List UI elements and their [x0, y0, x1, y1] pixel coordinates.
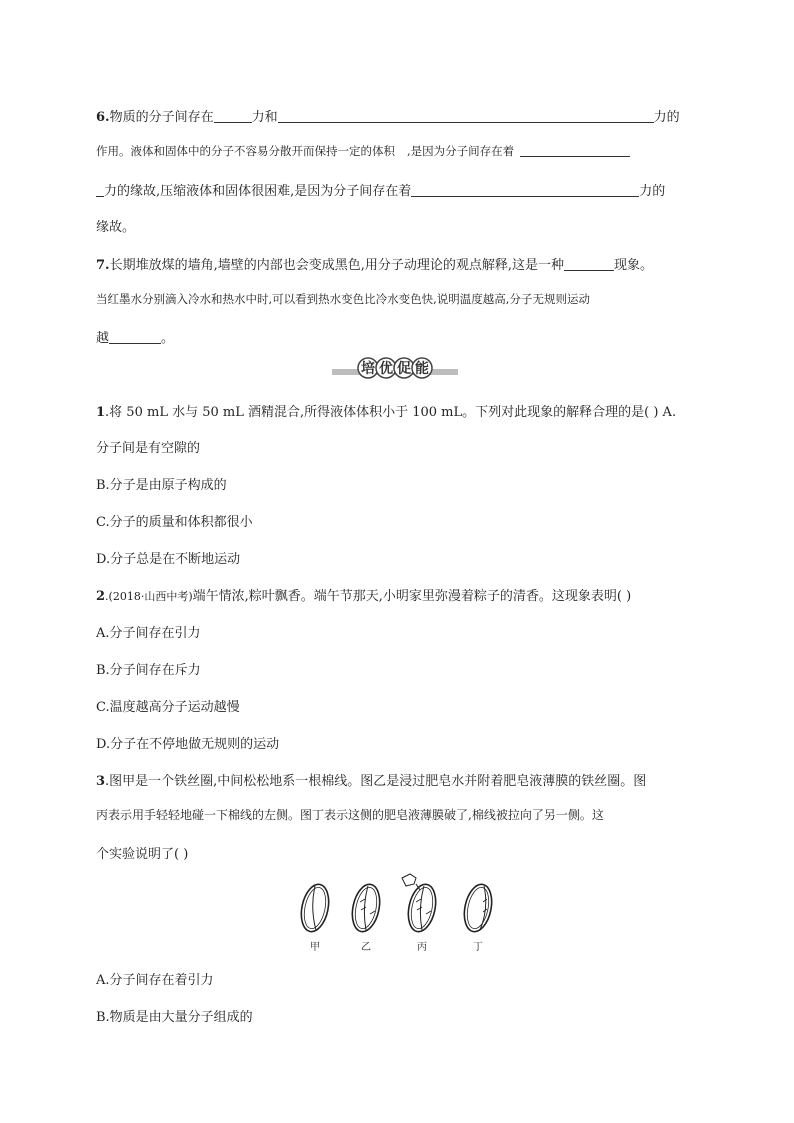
q7-text2: 现象。: [613, 258, 653, 273]
p3-line2: [96, 806, 604, 823]
p1-option-a[interactable]: [96, 437, 200, 456]
q7-number: 7.: [96, 258, 110, 273]
q6-text5: ,是因为分子间存在着: [407, 144, 515, 158]
banner-char-2: 优: [379, 361, 393, 377]
q6-blank4[interactable]: [411, 184, 639, 197]
banner-decoration: [330, 355, 460, 383]
q7-text1: 长期堆放煤的墙角,墙壁的内部也会变成黑色,用分子动理论的观点解释,这是一种: [109, 258, 564, 273]
p1-option-c[interactable]: [96, 511, 253, 530]
hand-touch-icon: [402, 874, 416, 886]
q7-blank1[interactable]: [564, 258, 614, 271]
q6-text8: 缘故。: [96, 220, 136, 235]
p3-line1: [96, 770, 646, 789]
p2-source: .(2018·山西中考): [105, 590, 193, 603]
q6-text3: 力的: [653, 110, 680, 125]
p1-option-d[interactable]: [96, 548, 240, 567]
q7-line1: [96, 254, 653, 273]
p3-option-a-text: A.分子间存在着引力: [96, 973, 214, 988]
q6-line3: [96, 180, 665, 199]
p1-option-b-text: B.分子是由原子构成的: [96, 478, 227, 493]
p3-number: 3: [96, 774, 106, 789]
label-jia: 甲: [310, 942, 320, 953]
p2-option-d[interactable]: [96, 733, 279, 752]
q6-text2: 力和: [251, 110, 278, 125]
p3-stem1: .图甲是一个铁丝圈,中间松松地系一根棉线。图乙是浸过肥皂水并附着肥皂液薄膜的铁丝圈。图: [105, 774, 647, 789]
q6-blank3[interactable]: [520, 144, 630, 157]
p3-stem3: 个实验说明了( ): [96, 847, 189, 862]
q6-blank3-cont[interactable]: [96, 184, 104, 197]
q6-text7: 力的: [639, 184, 666, 199]
p2-option-a-text: A.分子间存在引力: [96, 626, 201, 641]
loop-ding: [460, 882, 495, 934]
banner-char-4: 能: [415, 361, 429, 377]
q7-blank2[interactable]: [109, 331, 161, 344]
q6-text1: 物质的分子间存在: [109, 110, 214, 125]
q7-line3: [96, 327, 174, 346]
loop-yi: [348, 882, 383, 934]
p2-number: 2: [96, 589, 106, 604]
q6-number: 6.: [96, 110, 110, 125]
p1-stem: .将 50 mL 水与 50 mL 酒精混合,所得液体体积小于 100 mL。下列对此现象的解释合理的是( ) A.: [105, 405, 677, 420]
q6-blank2[interactable]: [278, 110, 654, 123]
q7-text3: 当红墨水分别滴入冷水和热水中时,可以看到热水变色比冷水变色快,说明温度越高,分子无规则运动: [96, 292, 590, 306]
p1-line1: [96, 401, 676, 420]
q6-line1: [96, 106, 680, 125]
wire-loop-figure: [290, 870, 505, 960]
p2-line1: [96, 585, 631, 604]
banner-char-1: 培: [361, 361, 375, 377]
q6-blank1[interactable]: [214, 110, 252, 123]
p2-option-c-text: C.温度越高分子运动越慢: [96, 700, 240, 715]
q7-text5: 。: [161, 331, 175, 346]
label-ding: 丁: [473, 942, 483, 953]
p2-stem: 端午情浓,粽叶飘香。端午节那天,小明家里弥漫着粽子的清香。这现象表明( ): [192, 589, 632, 604]
p2-option-d-text: D.分子在不停地做无规则的运动: [96, 737, 280, 752]
loop-bing: [402, 874, 440, 934]
q6-line4: [96, 216, 135, 235]
p2-option-c[interactable]: [96, 696, 240, 715]
q7-text4: 越: [96, 331, 110, 346]
p3-stem2: 丙表示用手轻轻地碰一下棉线的左侧。图丁表示这侧的肥皂液薄膜破了,棉线被拉向了另一侧。这: [96, 808, 604, 822]
p2-option-b[interactable]: [96, 659, 201, 678]
label-yi: 乙: [361, 942, 371, 953]
p1-number: 1: [96, 405, 106, 420]
q7-line2: [96, 291, 590, 307]
p1-option-a-text: 分子间是有空隙的: [96, 441, 201, 456]
p3-option-b-text: B.物质是由大量分子组成的: [96, 1010, 253, 1025]
banner-char-3: 促: [397, 361, 411, 377]
p3-option-b[interactable]: [96, 1006, 253, 1025]
p3-line3: [96, 843, 188, 862]
label-bing: 丙: [417, 942, 427, 953]
loop-jia: [297, 882, 332, 934]
p1-option-c-text: C.分子的质量和体积都很小: [96, 515, 253, 530]
p1-option-b[interactable]: [96, 474, 227, 493]
q6-text4: 作用。液体和固体中的分子不容易分散开而保持一定的体积: [96, 144, 395, 158]
p2-option-a[interactable]: [96, 622, 201, 641]
q6-text6: 力的缘故,压缩液体和固体很困难,是因为分子间存在着: [104, 184, 412, 199]
p3-option-a[interactable]: [96, 969, 214, 988]
p2-option-b-text: B.分子间存在斥力: [96, 663, 201, 678]
p1-option-d-text: D.分子总是在不断地运动: [96, 552, 241, 567]
wire-loop-diagram: [290, 870, 505, 960]
section-banner: [330, 355, 460, 383]
q6-line2: [96, 143, 630, 159]
